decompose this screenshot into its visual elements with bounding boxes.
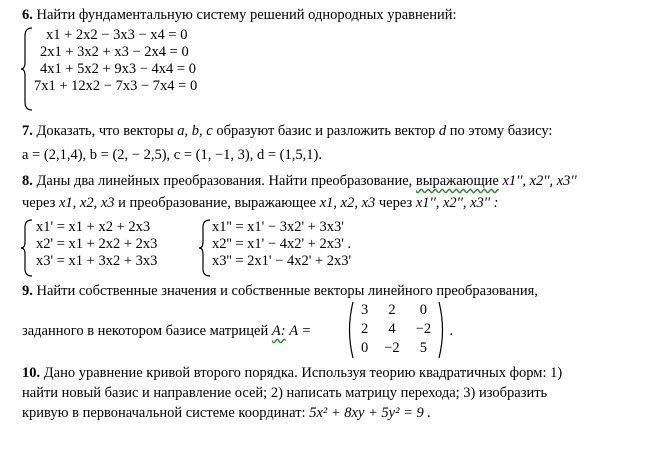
problem-8-sys2-eq-3: x3'' = 2x1' − 4x2' + 2x3': [212, 253, 352, 269]
problem-8-sys1-eq-3: x3' = x1 + 3x2 + 3x3: [36, 253, 158, 269]
problem-10-equation: 5x² + 8xy + 5y² = 9 .: [309, 405, 431, 421]
problem-8-sys2-eq-1: x1'' = x1' − 3x2' + 3x3': [212, 219, 344, 235]
matrix-cell: 2: [361, 321, 369, 337]
problem-7-heading: [22, 122, 552, 140]
problem-9-number: 9.: [22, 283, 33, 299]
matrix-row: [353, 301, 439, 320]
problem-8-sys2-eq-2: [212, 236, 351, 253]
matrix-row: [353, 339, 439, 358]
problem-8-vars-b: x1, x2, x3: [58, 195, 115, 211]
problem-10-text-1: Дано уравнение кривой второго порядка. Используя теорию квадратичных форм: 1): [43, 365, 563, 381]
problem-8-vars-d: x1'', x2'', x3'' :: [415, 195, 499, 211]
problem-10-number: 10.: [22, 365, 41, 381]
matrix-right-paren: [437, 301, 447, 359]
problem-9-matrix: [353, 301, 454, 358]
problem-6-system: [34, 27, 198, 95]
problem-6-brace: [20, 26, 34, 112]
problem-7-vectors: a, b, c: [177, 123, 213, 139]
problem-9-end: .: [449, 323, 454, 339]
problem-8-brace-1: [20, 218, 34, 278]
problem-7-text-c: по этому базису:: [449, 123, 553, 139]
problem-9-matrix-name: A:: [271, 323, 286, 339]
problem-7-number: 7.: [22, 123, 33, 139]
matrix-cell: 5: [419, 340, 428, 356]
problem-8-line-2: [22, 194, 498, 212]
problem-8-sys2-end: .: [347, 236, 352, 252]
matrix-left-paren: [345, 301, 355, 359]
problem-8-line2-a: через: [22, 195, 56, 211]
problem-8-number: 8.: [22, 173, 33, 189]
problem-7-text-b: образуют базис и разложить вектор: [216, 123, 436, 139]
matrix-cell: 2: [388, 302, 396, 318]
problem-8-brace-2: [198, 218, 212, 278]
matrix-cell: −2: [415, 321, 432, 337]
problem-8-wavy-word: выражающие: [415, 173, 499, 189]
problem-6-equation-3: 4x1 + 5x2 + 9x3 − 4x4 = 0: [40, 61, 196, 77]
problem-9-text: Найти собственные значения и собственные векторы линейного преобразования,: [36, 283, 538, 299]
problem-10-line-3: [22, 404, 431, 422]
matrix-cell: 4: [388, 321, 396, 337]
matrix-cell: 3: [361, 302, 369, 318]
problem-6-equation-1: x1 + 2x2 − 3x3 − x4 = 0: [46, 27, 188, 43]
problem-8-sys2-eq-2-text: x2'' = x1' − 4x2' + 2x3': [212, 236, 344, 252]
matrix-row: [353, 320, 439, 339]
problem-7-vector-d: d: [438, 123, 447, 139]
problem-6-text: Найти фундаментальную систему решений однородных уравнений:: [36, 7, 457, 23]
problem-8-vars-c: x1, x2, x3: [319, 195, 376, 211]
problem-6-equation-4: 7x1 + 12x2 − 7x3 − 7x4 = 0: [34, 78, 198, 94]
problem-8-line2-c: через: [378, 195, 413, 211]
problem-6-number: 6.: [22, 7, 33, 23]
problem-10-line-2: найти новый базис и направление осей; 2) написать матрицу перехода; 3) изобразить: [22, 385, 548, 401]
matrix-cell: 0: [419, 302, 428, 318]
problem-10-text-3: кривую в первоначальной системе координат:: [22, 405, 306, 421]
problem-10-line-1: [22, 364, 562, 382]
matrix-table: [353, 301, 439, 358]
problem-8-line2-b: и преобразование, выражающее: [118, 195, 317, 211]
problem-9-line-2: [22, 322, 311, 340]
problem-8-sys1-eq-2: x2' = x1 + 2x2 + 2x3: [36, 236, 158, 252]
problem-8-heading: [22, 172, 577, 190]
problem-8-system-1: [36, 219, 157, 270]
matrix-cell: 0: [361, 340, 369, 356]
matrix-cell: −2: [384, 340, 400, 356]
problem-8-text-a: Даны два линейных преобразования. Найти преобразование,: [36, 173, 413, 189]
problem-9-matrix-eq: A =: [289, 323, 312, 339]
problem-7-text-a: Доказать, что векторы: [36, 123, 174, 139]
problem-8-vars-a: x1'', x2'', x3'': [502, 173, 577, 189]
problem-9-line2: заданного в некотором базисе матрицей: [22, 323, 269, 339]
problem-6-heading: [22, 6, 457, 24]
problem-6-equation-2: 2x1 + 3x2 + x3 − 2x4 = 0: [40, 44, 189, 60]
problem-7-values: a = (2,1,4), b = (2, − 2,5), c = (1, −1, 3), d = (1,5,1).: [22, 147, 322, 163]
problem-8-system-2: [212, 219, 351, 270]
problem-9-heading: [22, 282, 538, 300]
problem-8-sys1-eq-1: x1' = x1 + x2 + 2x3: [36, 219, 151, 235]
